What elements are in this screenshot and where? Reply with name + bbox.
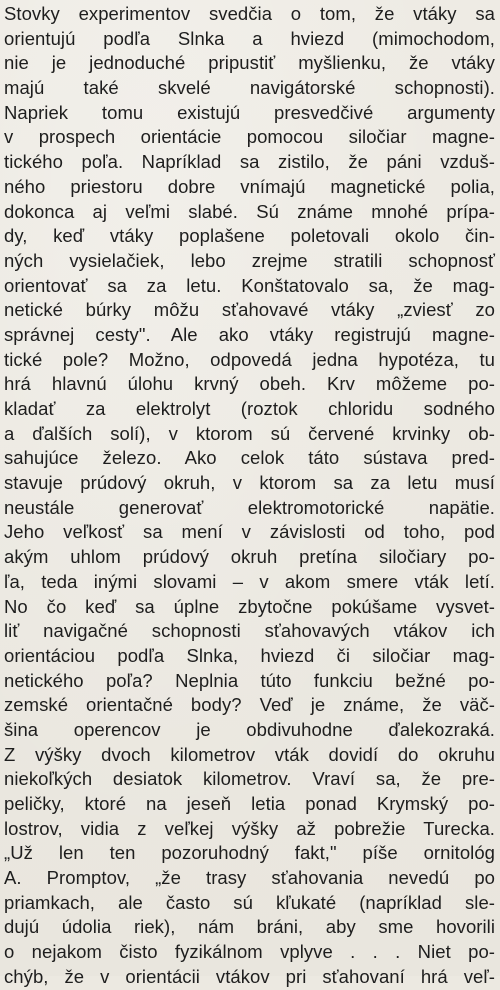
text-line: lostrov, vidia z veľkej výšky až pobrežie Turecka. bbox=[4, 817, 495, 839]
text-line: o nejakom čisto fyzikálnom vplyve . . . Niet po- bbox=[4, 941, 495, 963]
text-line: majú také skvelé navigátorské schopnosti). bbox=[4, 77, 495, 99]
text-line: peličky, ktoré na jeseň letia ponad Krymský po- bbox=[4, 793, 495, 814]
text-line: liť navigačné schopnosti sťahovavých vtákov ich bbox=[4, 620, 495, 642]
text-line: a ďalších solí), v ktorom sú červené krvinky ob- bbox=[4, 422, 495, 444]
text-line: Napriek tomu existujú presvedčivé argumenty bbox=[4, 101, 495, 123]
text-line: ného priestoru dobre vnímajú magnetické polia, bbox=[4, 175, 495, 197]
text-line: stavuje prúdový okruh, v ktorom sa za letu musí bbox=[4, 472, 495, 494]
text-line: orientujú podľa Slnka a hviezd (mimochodom, bbox=[4, 27, 495, 49]
text-line: No čo keď sa úplne zbytočne pokúšame vysvet- bbox=[4, 595, 495, 617]
text-line: chýb, že v orientácii vtákov pri sťahovaní hrá veľ- bbox=[4, 965, 495, 987]
text-line: kladať za elektrolyt (roztok chloridu sodného bbox=[4, 398, 495, 419]
text-line: šina operencov je obdivuhodne ďalekozraká. bbox=[4, 718, 495, 740]
text-line: Jeho veľkosť sa mení v závislosti od toho, pod bbox=[4, 521, 495, 543]
text-line: nie je jednoduché pripustiť myšlienku, že vtáky bbox=[4, 52, 495, 74]
text-line: tického poľa. Napríklad sa zistilo, že páni vzduš- bbox=[4, 151, 495, 173]
text-line: sahujúce železo. Ako celok táto sústava pred- bbox=[4, 447, 495, 469]
text-line: ných vysielačiek, lebo zrejme stratili schopnosť bbox=[4, 249, 495, 271]
text-line: netické búrky môžu sťahovavé vtáky „zviesť zo bbox=[4, 299, 495, 321]
text-line: akým uhlom prúdový okruh pretína siločiary po- bbox=[4, 546, 495, 568]
text-line: Stovky experimentov svedčia o tom, že vtáky sa bbox=[4, 3, 495, 24]
text-line: Z výšky dvoch kilometrov vták dovidí do okruhu bbox=[4, 743, 495, 765]
article-body bbox=[4, 2, 495, 990]
text-line: v prospech orientácie pomocou siločiar magne- bbox=[4, 126, 495, 148]
text-line: niekoľkých desiatok kilometrov. Vraví sa, že pre- bbox=[4, 768, 495, 790]
text-line: dy, keď vtáky poplašene poletovali okolo čin- bbox=[4, 225, 495, 247]
text-line: „Už len ten pozoruhodný fakt," píše ornitológ bbox=[4, 842, 495, 864]
text-line: A. Promptov, „že trasy sťahovania nevedú po bbox=[4, 867, 495, 889]
text-line: orientáciou podľa Slnka, hviezd či siločiar mag- bbox=[4, 644, 495, 666]
text-line: zemské orientačné body? Veď je známe, že väč- bbox=[4, 694, 495, 716]
text-line: neustále generovať elektromotorické napätie. bbox=[4, 496, 495, 518]
text-line: hrá hlavnú úlohu krvný obeh. Krv môžeme po- bbox=[4, 373, 495, 395]
text-line: priamkach, ale často sú kľukaté (napríklad sle- bbox=[4, 891, 495, 913]
text-line: správnej cesty". Ale ako vtáky registrujú magne- bbox=[4, 323, 495, 345]
text-line: tické pole? Možno, odpovedá jedna hypotéza, tu bbox=[4, 348, 495, 370]
text-line: dujú údolia riek), nám bráni, aby sme hovorili bbox=[4, 916, 495, 938]
text-line: ľa, teda inými slovami – v akom smere vták letí. bbox=[4, 570, 495, 592]
text-line: netického poľa? Neplnia túto funkciu bežné po- bbox=[4, 669, 495, 691]
text-line: dokonca aj veľmi slabé. Sú známe mnohé prípa- bbox=[4, 200, 495, 222]
text-line: orientovať sa za letu. Konštatovalo sa, že mag- bbox=[4, 274, 495, 296]
